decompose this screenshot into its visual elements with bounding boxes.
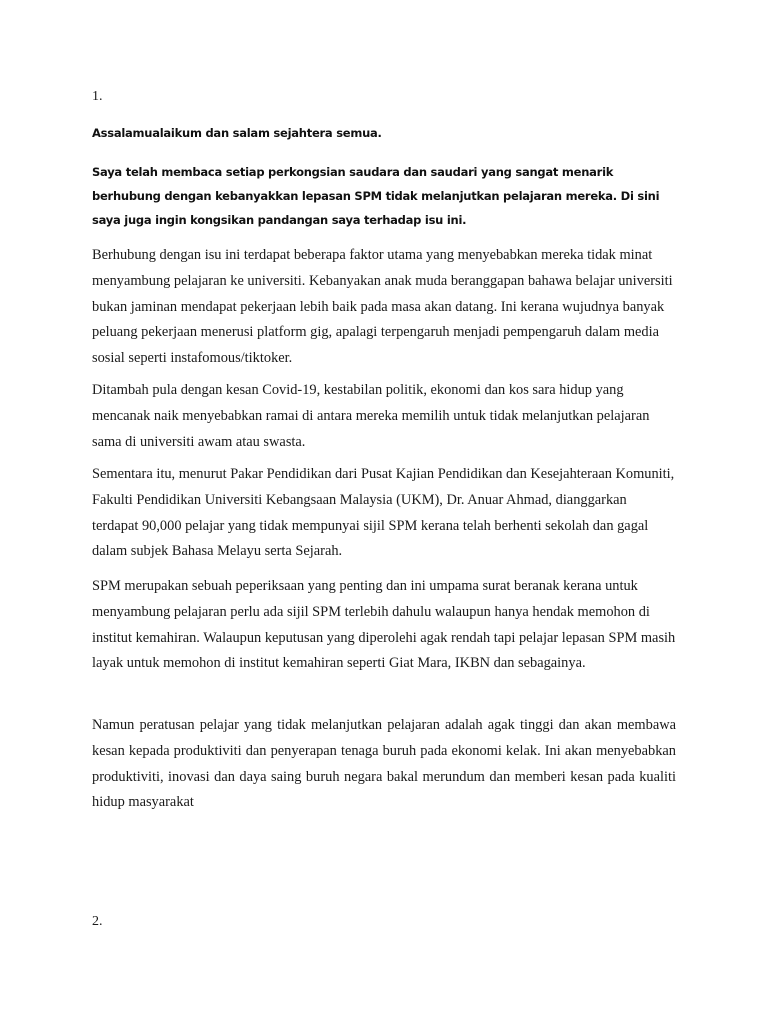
section-number-1: 1.: [92, 89, 103, 104]
section-number-2: 2.: [92, 914, 103, 929]
body-paragraph-3: Sementara itu, menurut Pakar Pendidikan dari Pusat Kajian Pendidikan dan Kesejahteraan Komuniti, Fakulti Pendidikan Universiti Kebangsaan Malaysia (UKM), Dr. Anuar Ahmad, dianggarkan terdapat 90,000 pelajar yang tidak mempunyai sijil SPM kerana telah berhenti sekolah dan gagal dalam subjek Bahasa Melayu serta Sejarah.: [92, 466, 675, 560]
body-paragraph-1: Berhubung dengan isu ini terdapat beberapa faktor utama yang menyebabkan mereka tidak minat menyambung pelajaran ke universiti. Kebanyakan anak muda beranggapan bahawa belajar universiti bukan jaminan mendapat pekerjaan lebih baik pada masa akan datang. Ini kerana wujudnya banyak peluang pekerjaan menerusi platform gig, apalagi terpengaruh menjadi pempengaruh dalam media sosial seperti instafomous/tiktoker.: [92, 247, 673, 367]
opening-paragraph: Saya telah membaca setiap perkongsian saudara dan saudari yang sangat menarik berhubung dengan kebanyakkan lepasan SPM tidak melanjutkan pelajaran mereka. Di sini saya juga ingin kongsikan pandangan saya terhadap isu ini.: [92, 165, 660, 227]
body-paragraph-2: Ditambah pula dengan kesan Covid-19, kestabilan politik, ekonomi dan kos sara hidup yang mencanak naik menyebabkan ramai di antara mereka memilih untuk tidak melanjutkan pelajaran sama di universiti awam atau swasta.: [92, 382, 650, 450]
body-paragraph-4: SPM merupakan sebuah peperiksaan yang penting dan ini umpama surat beranak kerana untuk menyambung pelajaran perlu ada sijil SPM terlebih dahulu walaupun hanya hendak memohon di institut kemahiran. Walaupun keputusan yang diperolehi agak rendah tapi pelajar lepasan SPM masih layak untuk memohon di institut kemahiran seperti Giat Mara, IKBN dan sebagainya.: [92, 578, 676, 672]
body-paragraph-5: Namun peratusan pelajar yang tidak melanjutkan pelajaran adalah agak tinggi dan akan membawa kesan kepada produktiviti dan penyerapan tenaga buruh pada ekonomi kelak. Ini akan menyebabkan produktiviti, inovasi dan daya saing buruh negara bakal merundum dan memberi kesan pada kualiti hidup masyarakat: [92, 717, 676, 811]
greeting-line: Assalamualaikum dan salam sejahtera semua.: [92, 126, 382, 140]
